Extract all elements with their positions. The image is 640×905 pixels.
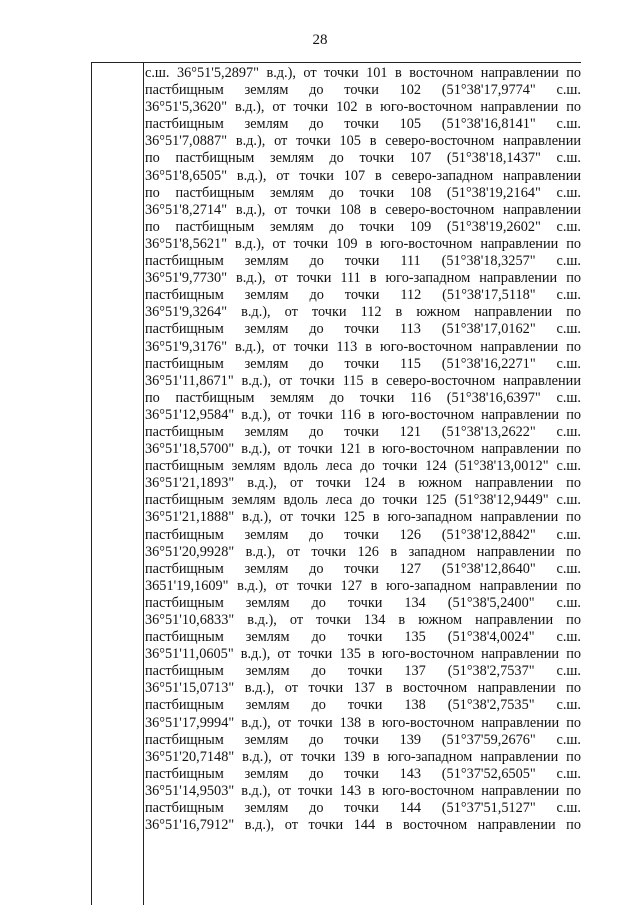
text-line: по пастбищным землям до точки 109 (51°38'19,2602" с.ш. [145, 218, 581, 235]
text-line: по пастбищным землям до точки 108 (51°38'19,2164" с.ш. [145, 184, 581, 201]
text-line: пастбищным землям до точки 105 (51°38'16,8141" с.ш. [145, 116, 581, 133]
text-line: 36°51'11,8671" в.д.), от точки 115 в северо-восточном направлении [145, 372, 581, 389]
text-line: пастбищным землям до точки 121 (51°38'13,2622" с.ш. [145, 423, 581, 440]
text-line: 36°51'14,9503" в.д.), от точки 143 в юго-восточном направлении по [145, 782, 581, 799]
text-line: пастбищным землям до точки 127 (51°38'12,8640" с.ш. [145, 560, 581, 577]
text-line: пастбищным землям до точки 111 (51°38'18,3257" с.ш. [145, 253, 581, 270]
text-line: пастбищным землям до точки 113 (51°38'17,0162" с.ш. [145, 321, 581, 338]
boundary-description-cell [145, 65, 581, 834]
text-line: пастбищным землям до точки 139 (51°37'59,2676" с.ш. [145, 731, 581, 748]
text-line: 36°51'21,1893" в.д.), от точки 124 в южном направлении по [145, 475, 581, 492]
text-line: 36°51'9,3176" в.д.), от точки 113 в юго-восточном направлении по [145, 338, 581, 355]
text-line: 36°51'11,0605" в.д.), от точки 135 в юго-восточном направлении по [145, 646, 581, 663]
text-line: 36°51'21,1888" в.д.), от точки 125 в юго-западном направлении по [145, 509, 581, 526]
text-line: пастбищным землям до точки 102 (51°38'17,9774" с.ш. [145, 82, 581, 99]
text-line: пастбищным землям до точки 144 (51°37'51,5127" с.ш. [145, 800, 581, 817]
text-line: по пастбищным землям до точки 116 (51°38'16,6397" с.ш. [145, 389, 581, 406]
text-line: по пастбищным землям до точки 107 (51°38'18,1437" с.ш. [145, 150, 581, 167]
text-line: 36°51'9,7730" в.д.), от точки 111 в юго-западном направлении по [145, 270, 581, 287]
text-line: 36°51'16,7912" в.д.), от точки 144 в восточном направлении по [145, 817, 581, 834]
text-line: пастбищным землям вдоль леса до точки 124 (51°38'13,0012" с.ш. [145, 458, 581, 475]
text-line: 36°51'20,9928" в.д.), от точки 126 в западном направлении по [145, 543, 581, 560]
text-line: пастбищным землям вдоль леса до точки 125 (51°38'12,9449" с.ш. [145, 492, 581, 509]
text-line: пастбищным землям до точки 134 (51°38'5,2400" с.ш. [145, 594, 581, 611]
text-line: 36°51'8,6505" в.д.), от точки 107 в северо-западном направлении [145, 167, 581, 184]
text-line: с.ш. 36°51'5,2897" в.д.), от точки 101 в восточном направлении по [145, 65, 581, 81]
text-line: пастбищным землям до точки 143 (51°37'52,6505" с.ш. [145, 765, 581, 782]
text-line: пастбищным землям до точки 112 (51°38'17,5118" с.ш. [145, 287, 581, 304]
text-line: пастбищным землям до точки 137 (51°38'2,7537" с.ш. [145, 663, 581, 680]
column-divider [143, 63, 144, 905]
text-line: 36°51'15,0713" в.д.), от точки 137 в восточном направлении по [145, 680, 581, 697]
text-line: 36°51'7,0887" в.д.), от точки 105 в северо-восточном направлении [145, 133, 581, 150]
text-line: пастбищным землям до точки 138 (51°38'2,7535" с.ш. [145, 697, 581, 714]
text-line: 36°51'8,2714" в.д.), от точки 108 в северо-восточном направлении [145, 201, 581, 218]
text-line: 36°51'17,9994" в.д.), от точки 138 в юго-восточном направлении по [145, 714, 581, 731]
text-line: 36°51'8,5621" в.д.), от точки 109 в юго-восточном направлении по [145, 235, 581, 252]
text-line: 36°51'12,9584" в.д.), от точки 116 в юго-восточном направлении по [145, 406, 581, 423]
text-line: пастбищным землям до точки 126 (51°38'12,8842" с.ш. [145, 526, 581, 543]
text-line: пастбищным землям до точки 115 (51°38'16,2271" с.ш. [145, 355, 581, 372]
text-line: 36°51'5,3620" в.д.), от точки 102 в юго-восточном направлении по [145, 99, 581, 116]
text-line: 36°51'20,7148" в.д.), от точки 139 в юго-западном направлении по [145, 748, 581, 765]
text-line: 36°51'18,5700" в.д.), от точки 121 в юго-восточном направлении по [145, 441, 581, 458]
text-line: 36°51'10,6833" в.д.), от точки 134 в южном направлении по [145, 612, 581, 628]
text-line: 36°51'9,3264" в.д.), от точки 112 в южном направлении по [145, 304, 581, 321]
page-number: 28 [312, 32, 328, 48]
text-line: пастбищным землям до точки 135 (51°38'4,0024" с.ш. [145, 629, 581, 646]
boundary-table [91, 62, 581, 905]
text-line: 3651'19,1609" в.д.), от точки 127 в юго-западном направлении по [145, 577, 581, 594]
